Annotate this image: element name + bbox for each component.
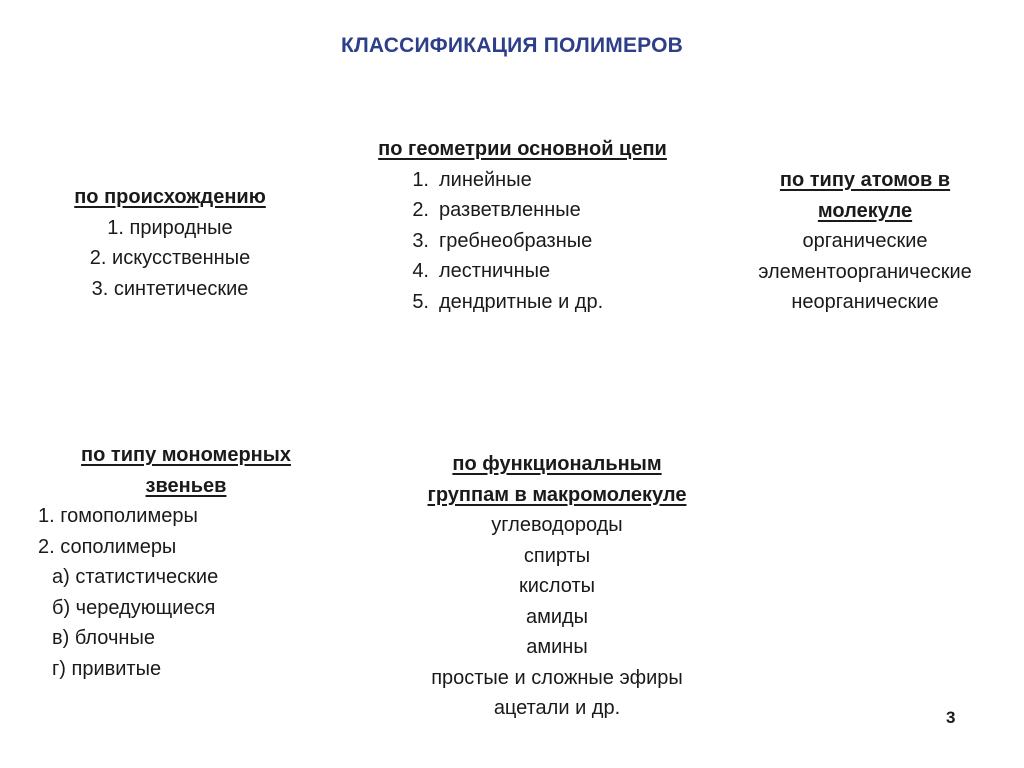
monomer-subitem: в) блочные	[52, 627, 155, 649]
functional-item: спирты	[523, 544, 591, 567]
functional-item: амиды	[525, 605, 589, 628]
atoms-item: неорганические	[791, 291, 939, 313]
atoms-item: элементоорганические	[758, 260, 972, 283]
geometry-item-number: 1.	[412, 168, 429, 191]
atoms-heading-line2: молекуле	[817, 199, 913, 222]
geometry-item-number: 2.	[412, 199, 429, 221]
functional-item: ацетали и др.	[493, 697, 621, 719]
geometry-item-number: 5.	[412, 290, 429, 313]
monomer-subitem: б) чередующиеся	[52, 596, 216, 619]
page-number: 3	[946, 708, 956, 727]
functional-item: амины	[526, 636, 588, 658]
functional-item: простые и сложные эфиры	[431, 666, 683, 689]
geometry-item-number: 4.	[412, 260, 429, 282]
atoms-classification	[710, 165, 1020, 318]
monomer-subitem: а) статистические	[52, 566, 219, 588]
geometry-classification	[315, 134, 730, 317]
origin-heading: по происхождению	[74, 186, 266, 208]
geometry-item-label: гребнеобразные	[439, 229, 593, 252]
monomer-item: 1. гомополимеры	[38, 505, 198, 527]
geometry-item-label: дендритные и др.	[439, 290, 604, 313]
geometry-heading: по геометрии основной цепи	[378, 138, 667, 160]
functional-classification	[372, 449, 742, 724]
functional-item: кислоты	[518, 575, 596, 597]
geometry-item-label: линейные	[439, 168, 532, 191]
monomer-item: 2. сополимеры	[38, 535, 177, 558]
atoms-heading-line1: по типу атомов в	[779, 169, 951, 191]
monomer-subitem: г) привитые	[52, 657, 162, 680]
origin-item: 1. природные	[107, 216, 233, 239]
geometry-item-number: 3.	[412, 229, 429, 252]
monomer-classification	[36, 440, 336, 684]
atoms-item: органические	[802, 230, 928, 252]
origin-item: 2. искусственные	[89, 247, 251, 269]
functional-item: углеводороды	[491, 514, 623, 536]
origin-classification	[20, 182, 320, 304]
monomer-heading-line1: по типу мономерных	[81, 444, 291, 466]
geometry-item-label: разветвленные	[439, 199, 581, 221]
functional-heading-line2: группам в макромолекуле	[427, 483, 687, 506]
slide-title: КЛАССИФИКАЦИЯ ПОЛИМЕРОВ	[340, 34, 684, 57]
functional-heading-line1: по функциональным	[452, 453, 662, 475]
origin-item: 3. синтетические	[91, 277, 249, 300]
geometry-item-label: лестничные	[439, 260, 551, 282]
monomer-heading-line2: звеньев	[145, 474, 227, 497]
